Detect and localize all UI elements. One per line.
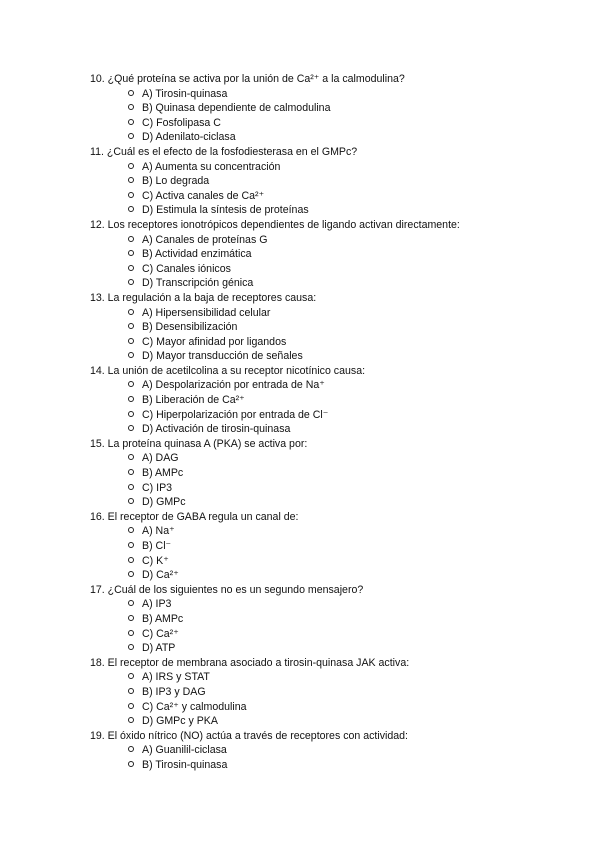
option-text: A) IRS y STAT	[142, 671, 210, 684]
option-text: D) GMPc y PKA	[142, 715, 218, 728]
circle-bullet-icon	[128, 571, 134, 577]
option-item	[0, 554, 600, 569]
circle-bullet-icon	[128, 338, 134, 344]
option-item	[0, 670, 600, 685]
option-item	[0, 262, 600, 277]
question-19	[0, 729, 600, 773]
option-item	[0, 320, 600, 335]
question-18	[0, 656, 600, 729]
question-title: 16. El receptor de GABA regula un canal de:	[90, 510, 299, 523]
circle-bullet-icon	[128, 265, 134, 271]
question-title: 14. La unión de acetilcolina a su receptor nicotínico causa:	[90, 364, 366, 377]
circle-bullet-icon	[128, 703, 134, 709]
question-title: 10. ¿Qué proteína se activa por la unión de Ca²⁺ a la calmodulina?	[90, 73, 405, 85]
option-text: B) AMPc	[142, 612, 184, 625]
question-14	[0, 364, 600, 437]
circle-bullet-icon	[128, 469, 134, 475]
option-text: B) Desensibilización	[142, 321, 238, 334]
question-15	[0, 437, 600, 510]
question-17	[0, 583, 600, 656]
option-text: D) ATP	[142, 642, 176, 655]
question-title: 15. La proteína quinasa A (PKA) se activa por:	[90, 437, 308, 450]
option-item	[0, 233, 600, 248]
circle-bullet-icon	[128, 746, 134, 752]
option-item	[0, 758, 600, 773]
option-item	[0, 174, 600, 189]
question-12	[0, 218, 600, 291]
circle-bullet-icon	[128, 104, 134, 110]
circle-bullet-icon	[128, 615, 134, 621]
circle-bullet-icon	[128, 425, 134, 431]
option-item	[0, 568, 600, 583]
option-text: C) Ca²⁺	[142, 627, 179, 640]
option-text: A) Hipersensibilidad celular	[142, 306, 271, 319]
option-text: D) Activación de tirosin-quinasa	[142, 423, 291, 436]
option-text: C) K⁺	[142, 554, 169, 567]
circle-bullet-icon	[128, 323, 134, 329]
option-text: A) Despolarización por entrada de Na⁺	[142, 379, 325, 392]
option-text: D) GMPc	[142, 496, 186, 509]
question-title: 17. ¿Cuál de los siguientes no es un segundo mensajero?	[90, 583, 364, 596]
option-item	[0, 743, 600, 758]
circle-bullet-icon	[128, 761, 134, 767]
option-text: D) Transcripción génica	[142, 277, 254, 290]
option-text: C) Hiperpolarización por entrada de Cl⁻	[142, 408, 329, 421]
option-item	[0, 612, 600, 627]
option-text: D) Adenilato-ciclasa	[142, 131, 236, 144]
circle-bullet-icon	[128, 163, 134, 169]
option-item	[0, 495, 600, 510]
option-item	[0, 481, 600, 496]
option-item	[0, 597, 600, 612]
option-text: D) Ca²⁺	[142, 569, 179, 582]
option-text: A) Canales de proteínas G	[142, 233, 268, 246]
option-item	[0, 700, 600, 715]
option-item	[0, 451, 600, 466]
option-text: B) Quinasa dependiente de calmodulina	[142, 102, 331, 115]
option-text: B) Lo degrada	[142, 175, 210, 188]
option-item	[0, 116, 600, 131]
option-text: C) Ca²⁺ y calmodulina	[142, 700, 247, 713]
option-item	[0, 524, 600, 539]
circle-bullet-icon	[128, 527, 134, 533]
circle-bullet-icon	[128, 673, 134, 679]
option-item	[0, 393, 600, 408]
circle-bullet-icon	[128, 177, 134, 183]
option-item	[0, 160, 600, 175]
option-item	[0, 714, 600, 729]
circle-bullet-icon	[128, 688, 134, 694]
circle-bullet-icon	[128, 381, 134, 387]
option-item	[0, 408, 600, 423]
question-title: 11. ¿Cuál es el efecto de la fosfodiesterasa en el GMPc?	[90, 145, 358, 158]
circle-bullet-icon	[128, 119, 134, 125]
option-text: B) AMPc	[142, 467, 184, 480]
circle-bullet-icon	[128, 498, 134, 504]
question-title: 19. El óxido nítrico (NO) actúa a través de receptores con actividad:	[90, 729, 408, 742]
circle-bullet-icon	[128, 133, 134, 139]
circle-bullet-icon	[128, 396, 134, 402]
circle-bullet-icon	[128, 484, 134, 490]
circle-bullet-icon	[128, 411, 134, 417]
option-item	[0, 87, 600, 102]
option-text: B) IP3 y DAG	[142, 685, 206, 698]
circle-bullet-icon	[128, 717, 134, 723]
circle-bullet-icon	[128, 557, 134, 563]
circle-bullet-icon	[128, 454, 134, 460]
option-item	[0, 203, 600, 218]
option-text: D) Estimula la síntesis de proteínas	[142, 204, 309, 217]
circle-bullet-icon	[128, 600, 134, 606]
circle-bullet-icon	[128, 192, 134, 198]
option-text: C) Fosfolipasa C	[142, 116, 221, 129]
option-text: A) DAG	[142, 452, 179, 465]
option-text: B) Cl⁻	[142, 540, 172, 552]
option-text: C) IP3	[142, 481, 173, 494]
circle-bullet-icon	[128, 236, 134, 242]
option-text: B) Actividad enzimática	[142, 248, 252, 261]
circle-bullet-icon	[128, 644, 134, 650]
option-text: A) Guanilil-ciclasa	[142, 744, 227, 757]
question-13	[0, 291, 600, 364]
circle-bullet-icon	[128, 542, 134, 548]
question-11	[0, 145, 600, 218]
option-text: A) IP3	[142, 598, 172, 611]
option-text: C) Canales iónicos	[142, 262, 231, 275]
option-text: B) Liberación de Ca²⁺	[142, 394, 245, 407]
option-item	[0, 378, 600, 393]
circle-bullet-icon	[128, 309, 134, 315]
question-title: 12. Los receptores ionotrópicos dependientes de ligando activan directamente:	[90, 218, 460, 231]
circle-bullet-icon	[128, 250, 134, 256]
circle-bullet-icon	[128, 279, 134, 285]
question-10	[0, 72, 600, 145]
question-title: 18. El receptor de membrana asociado a tirosin-quinasa JAK activa:	[90, 656, 410, 669]
option-text: C) Activa canales de Ca²⁺	[142, 189, 265, 202]
question-16	[0, 510, 600, 583]
option-item	[0, 466, 600, 481]
option-text: A) Na⁺	[142, 525, 175, 538]
option-item	[0, 685, 600, 700]
option-item	[0, 335, 600, 350]
option-item	[0, 539, 600, 554]
option-item	[0, 627, 600, 642]
option-item	[0, 422, 600, 437]
option-item	[0, 306, 600, 321]
document-page	[0, 72, 600, 773]
circle-bullet-icon	[128, 352, 134, 358]
circle-bullet-icon	[128, 90, 134, 96]
option-item	[0, 349, 600, 364]
circle-bullet-icon	[128, 630, 134, 636]
option-item	[0, 101, 600, 116]
option-text: C) Mayor afinidad por ligandos	[142, 335, 287, 348]
option-text: A) Tirosin-quinasa	[142, 87, 228, 100]
option-item	[0, 276, 600, 291]
question-title: 13. La regulación a la baja de receptores causa:	[90, 291, 317, 304]
option-item	[0, 189, 600, 204]
option-text: A) Aumenta su concentración	[142, 160, 281, 173]
option-item	[0, 130, 600, 145]
option-text: D) Mayor transducción de señales	[142, 350, 303, 363]
option-item	[0, 641, 600, 656]
option-item	[0, 247, 600, 262]
option-text: B) Tirosin-quinasa	[142, 758, 228, 771]
circle-bullet-icon	[128, 206, 134, 212]
